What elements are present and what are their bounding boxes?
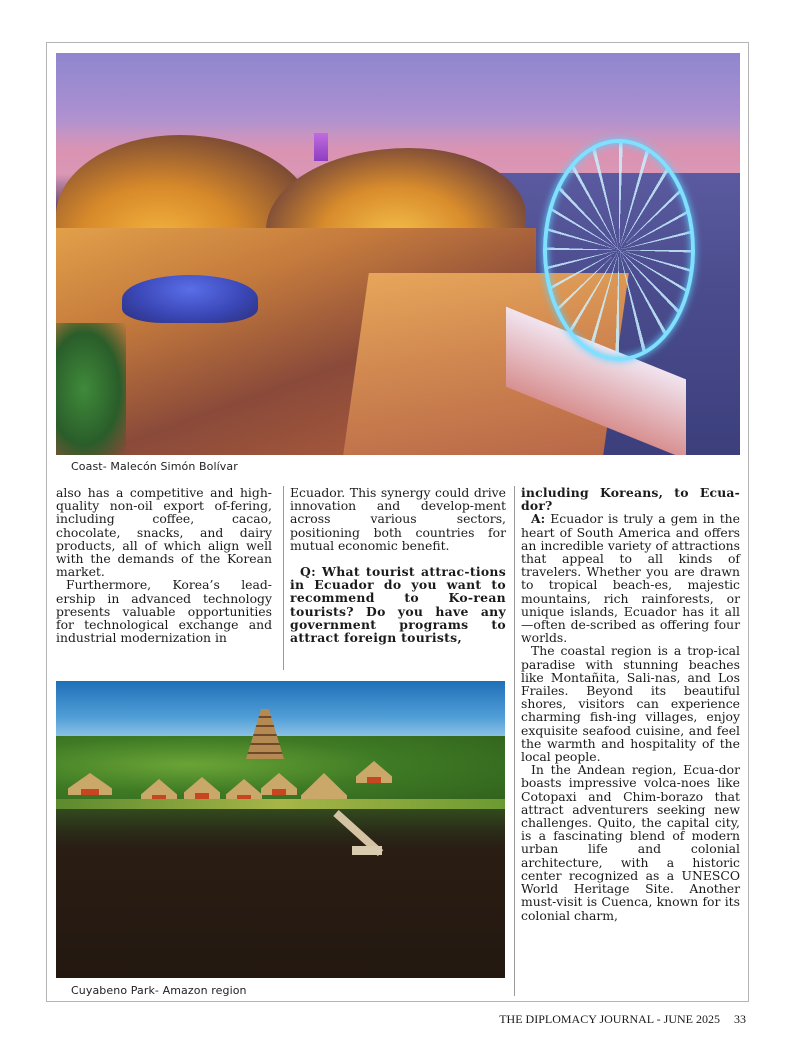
paragraph: also has a competitive and high-quality non-oil export of-fering, including coffee, cacao, chocolate, snacks, and dairy products, all of which align well with the demands of the Korean market. bbox=[56, 485, 272, 580]
photo-caption: Coast- Malecón Simón Bolívar bbox=[71, 460, 238, 473]
answer-label: A: bbox=[531, 511, 546, 527]
dome-building bbox=[122, 275, 258, 323]
text-column-2 bbox=[290, 486, 506, 644]
interview-question-continued: including Koreans, to Ecua-dor? bbox=[521, 485, 740, 514]
paragraph: In the Andean region, Ecua-dor boasts impressive volca-noes like Cotopaxi and Chim-borazo that attract adventurers seeking new challenges. Quito, the capital city, is a fascinating blend of modern urban life and colonial architecture, with a historic center recognized as a UNESCO World Heritage Site. Another must-visit is Cuenca, known for its colonial charm, bbox=[521, 762, 740, 923]
ferris-wheel bbox=[543, 139, 695, 361]
column-rule bbox=[514, 486, 515, 996]
paragraph: Ecuador. This synergy could drive innovation and develop-ment across various sectors, positioning both countries for mutual economic benefit. bbox=[290, 485, 506, 553]
page-footer bbox=[499, 1012, 746, 1027]
text-column-1 bbox=[56, 486, 272, 644]
column-rule bbox=[283, 486, 284, 670]
photo-caption: Cuyabeno Park- Amazon region bbox=[71, 984, 247, 997]
malecon-photo bbox=[56, 53, 740, 455]
interview-answer bbox=[521, 512, 740, 644]
paragraph: The coastal region is a trop-ical paradise with stunning beaches like Montañita, Sali-nas, and Los Frailes. Beyond its beautiful shores, visitors can experience charming fish-ing villages, enjoy exquisite seafood cuisine, and feel the warmth and hospitality of the local people. bbox=[521, 643, 740, 765]
trees bbox=[56, 323, 126, 455]
page-number: 33 bbox=[734, 1012, 746, 1026]
dock-platform bbox=[352, 846, 382, 855]
paragraph: Furthermore, Korea’s lead-ership in advanced technology presents valuable opportunities for technological exchange and industrial modernization in bbox=[56, 577, 272, 646]
cuyabeno-photo bbox=[56, 681, 505, 978]
water-reflection bbox=[56, 809, 505, 849]
lodge-tower bbox=[246, 709, 284, 759]
rainforest bbox=[56, 736, 505, 808]
tower-building bbox=[314, 133, 328, 161]
text-column-3 bbox=[521, 486, 740, 922]
answer-text: Ecuador is truly a gem in the heart of South America and offers an incredible variety of attractions that appeal to all kinds of travelers. Whether you are drawn to tropical beach-es, majestic mountains, rich rainforests, or unique islands, Ecuador has it all—often de-scribed as offering four worlds. bbox=[521, 511, 740, 646]
shoreline bbox=[56, 799, 505, 809]
interview-question: Q: What tourist attrac-tions in Ecuador do you want to recommend to Ko-rean tourists? Do you have any government programs to attract foreign tourists, bbox=[290, 564, 506, 646]
publication-name: THE DIPLOMACY JOURNAL - JUNE 2025 bbox=[499, 1012, 720, 1026]
